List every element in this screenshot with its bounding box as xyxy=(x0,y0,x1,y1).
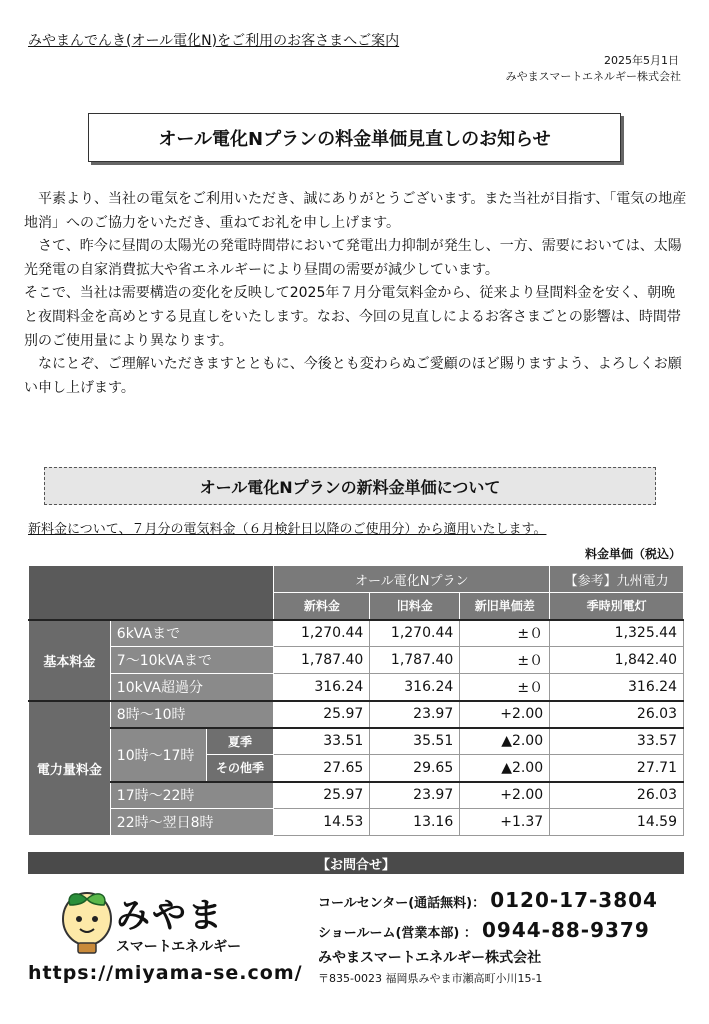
call-center-label: コールセンター(通話無料)： xyxy=(318,896,486,911)
header-new-rate: 新料金 xyxy=(274,593,370,620)
cell-new: 1,270.44 xyxy=(274,620,370,647)
cell-diff: +2.00 xyxy=(460,782,550,809)
cell-old: 23.97 xyxy=(370,701,460,728)
cell-ref: 1,325.44 xyxy=(550,620,684,647)
cell-old: 13.16 xyxy=(370,809,460,836)
header-ref-plan: 季時別電灯 xyxy=(550,593,684,620)
cell-new: 33.51 xyxy=(274,728,370,755)
cell-old: 29.65 xyxy=(370,755,460,782)
showroom-number[interactable]: 0944-88-9379 xyxy=(481,918,650,942)
body-paragraph: さて、昨今に昼間の太陽光の発電時間帯において発電出力抑制が発生し、一方、需要においては、太陽光発電の自家消費拡大や省エネルギーにより昼間の需要が減少しています。 xyxy=(24,238,682,278)
cell-old: 1,270.44 xyxy=(370,620,460,647)
header-diff: 新旧単価差 xyxy=(460,593,550,620)
row-label: 10kVA超過分 xyxy=(110,674,274,701)
cell-diff: ±０ xyxy=(460,647,550,674)
company-address: 〒835-0023 福岡県みやま市瀬高町小川15-1 xyxy=(318,972,543,985)
cell-ref: 26.03 xyxy=(550,701,684,728)
logo-subtitle: スマートエネルギー xyxy=(116,939,242,955)
cell-new: 316.24 xyxy=(274,674,370,701)
cell-new: 1,787.40 xyxy=(274,647,370,674)
body-paragraph: そこで、当社は需要構造の変化を反映して2025年７月分電気料金から、従来より昼間料金を安く、朝晩と夜間料金を高めとする見直しをいたします。なお、今回の見直しによるお客さまごとの影響は、時間帯別のご使用量により異なります。 xyxy=(24,285,681,349)
notice-recipient: みやまんでんき(オール電化N)をご利用のお客さまへご案内 xyxy=(28,33,400,49)
season-label: 夏季 xyxy=(206,728,274,755)
cell-diff: +1.37 xyxy=(460,809,550,836)
cell-ref: 27.71 xyxy=(550,755,684,782)
cell-diff: ±０ xyxy=(460,674,550,701)
cell-ref: 14.59 xyxy=(550,809,684,836)
cell-ref: 33.57 xyxy=(550,728,684,755)
showroom-line xyxy=(318,918,650,942)
cell-ref: 316.24 xyxy=(550,674,684,701)
season-label: その他季 xyxy=(206,755,274,782)
cell-old: 1,787.40 xyxy=(370,647,460,674)
cell-new: 27.65 xyxy=(274,755,370,782)
row-label: 22時～翌日8時 xyxy=(110,809,274,836)
company-name: みやまスマートエネルギー株式会社 xyxy=(318,950,542,966)
cell-new: 25.97 xyxy=(274,782,370,809)
notice-body xyxy=(24,188,688,400)
cell-ref: 26.03 xyxy=(550,782,684,809)
call-center-line xyxy=(318,888,658,912)
header-reference: 【参考】九州電力 xyxy=(550,566,684,593)
showroom-label: ショールーム(営業本部) ： xyxy=(318,926,477,941)
cell-diff: ▲2.00 xyxy=(460,755,550,782)
body-paragraph: なにとぞ、ご理解いただきますとともに、今後とも変わらぬご愛顧のほど賜りますよう、よろしくお願い申し上げます。 xyxy=(24,356,682,396)
section-title: オール電化Nプランの新料金単価について xyxy=(44,467,656,505)
header-plan: オール電化Nプラン xyxy=(274,566,550,593)
apply-note: 新料金について、７月分の電気料金（６月検針日以降のご使用分）から適用いたします。 xyxy=(28,522,547,537)
cell-ref: 1,842.40 xyxy=(550,647,684,674)
cell-diff: +2.00 xyxy=(460,701,550,728)
header-old-rate: 旧料金 xyxy=(370,593,460,620)
mascot-logo-icon xyxy=(58,885,116,957)
logo-wordmark: みやま xyxy=(116,896,224,936)
contact-bar: 【お問合せ】 xyxy=(28,852,684,874)
row-label: 8時～10時 xyxy=(110,701,274,728)
row-label: 10時～17時 xyxy=(110,728,206,782)
unit-note: 料金単価（税込） xyxy=(584,547,681,561)
row-label: 17時～22時 xyxy=(110,782,274,809)
cell-old: 316.24 xyxy=(370,674,460,701)
issue-date: 2025年5月1日 xyxy=(604,54,679,67)
issuer-company: みやまスマートエネルギー株式会社 xyxy=(505,70,681,83)
row-label: 6kVAまで xyxy=(110,620,274,647)
cell-diff: ±０ xyxy=(460,620,550,647)
category-energy: 電力量料金 xyxy=(29,701,111,836)
body-paragraph: 平素より、当社の電気をご利用いただき、誠にありがとうございます。また当社が目指す、「電気の地産地消」へのご協力をいただき、重ねてお礼を申し上げます。 xyxy=(24,191,687,231)
call-center-number[interactable]: 0120-17-3804 xyxy=(490,888,658,912)
cell-new: 14.53 xyxy=(274,809,370,836)
cell-old: 23.97 xyxy=(370,782,460,809)
cell-new: 25.97 xyxy=(274,701,370,728)
table-corner xyxy=(29,566,274,620)
notice-title: オール電化Nプランの料金単価見直しのお知らせ xyxy=(88,113,621,162)
rate-table xyxy=(28,565,684,836)
website-link[interactable]: https://miyama-se.com/ xyxy=(28,962,303,984)
category-basic: 基本料金 xyxy=(29,620,111,701)
cell-old: 35.51 xyxy=(370,728,460,755)
row-label: 7～10kVAまで xyxy=(110,647,274,674)
cell-diff: ▲2.00 xyxy=(460,728,550,755)
